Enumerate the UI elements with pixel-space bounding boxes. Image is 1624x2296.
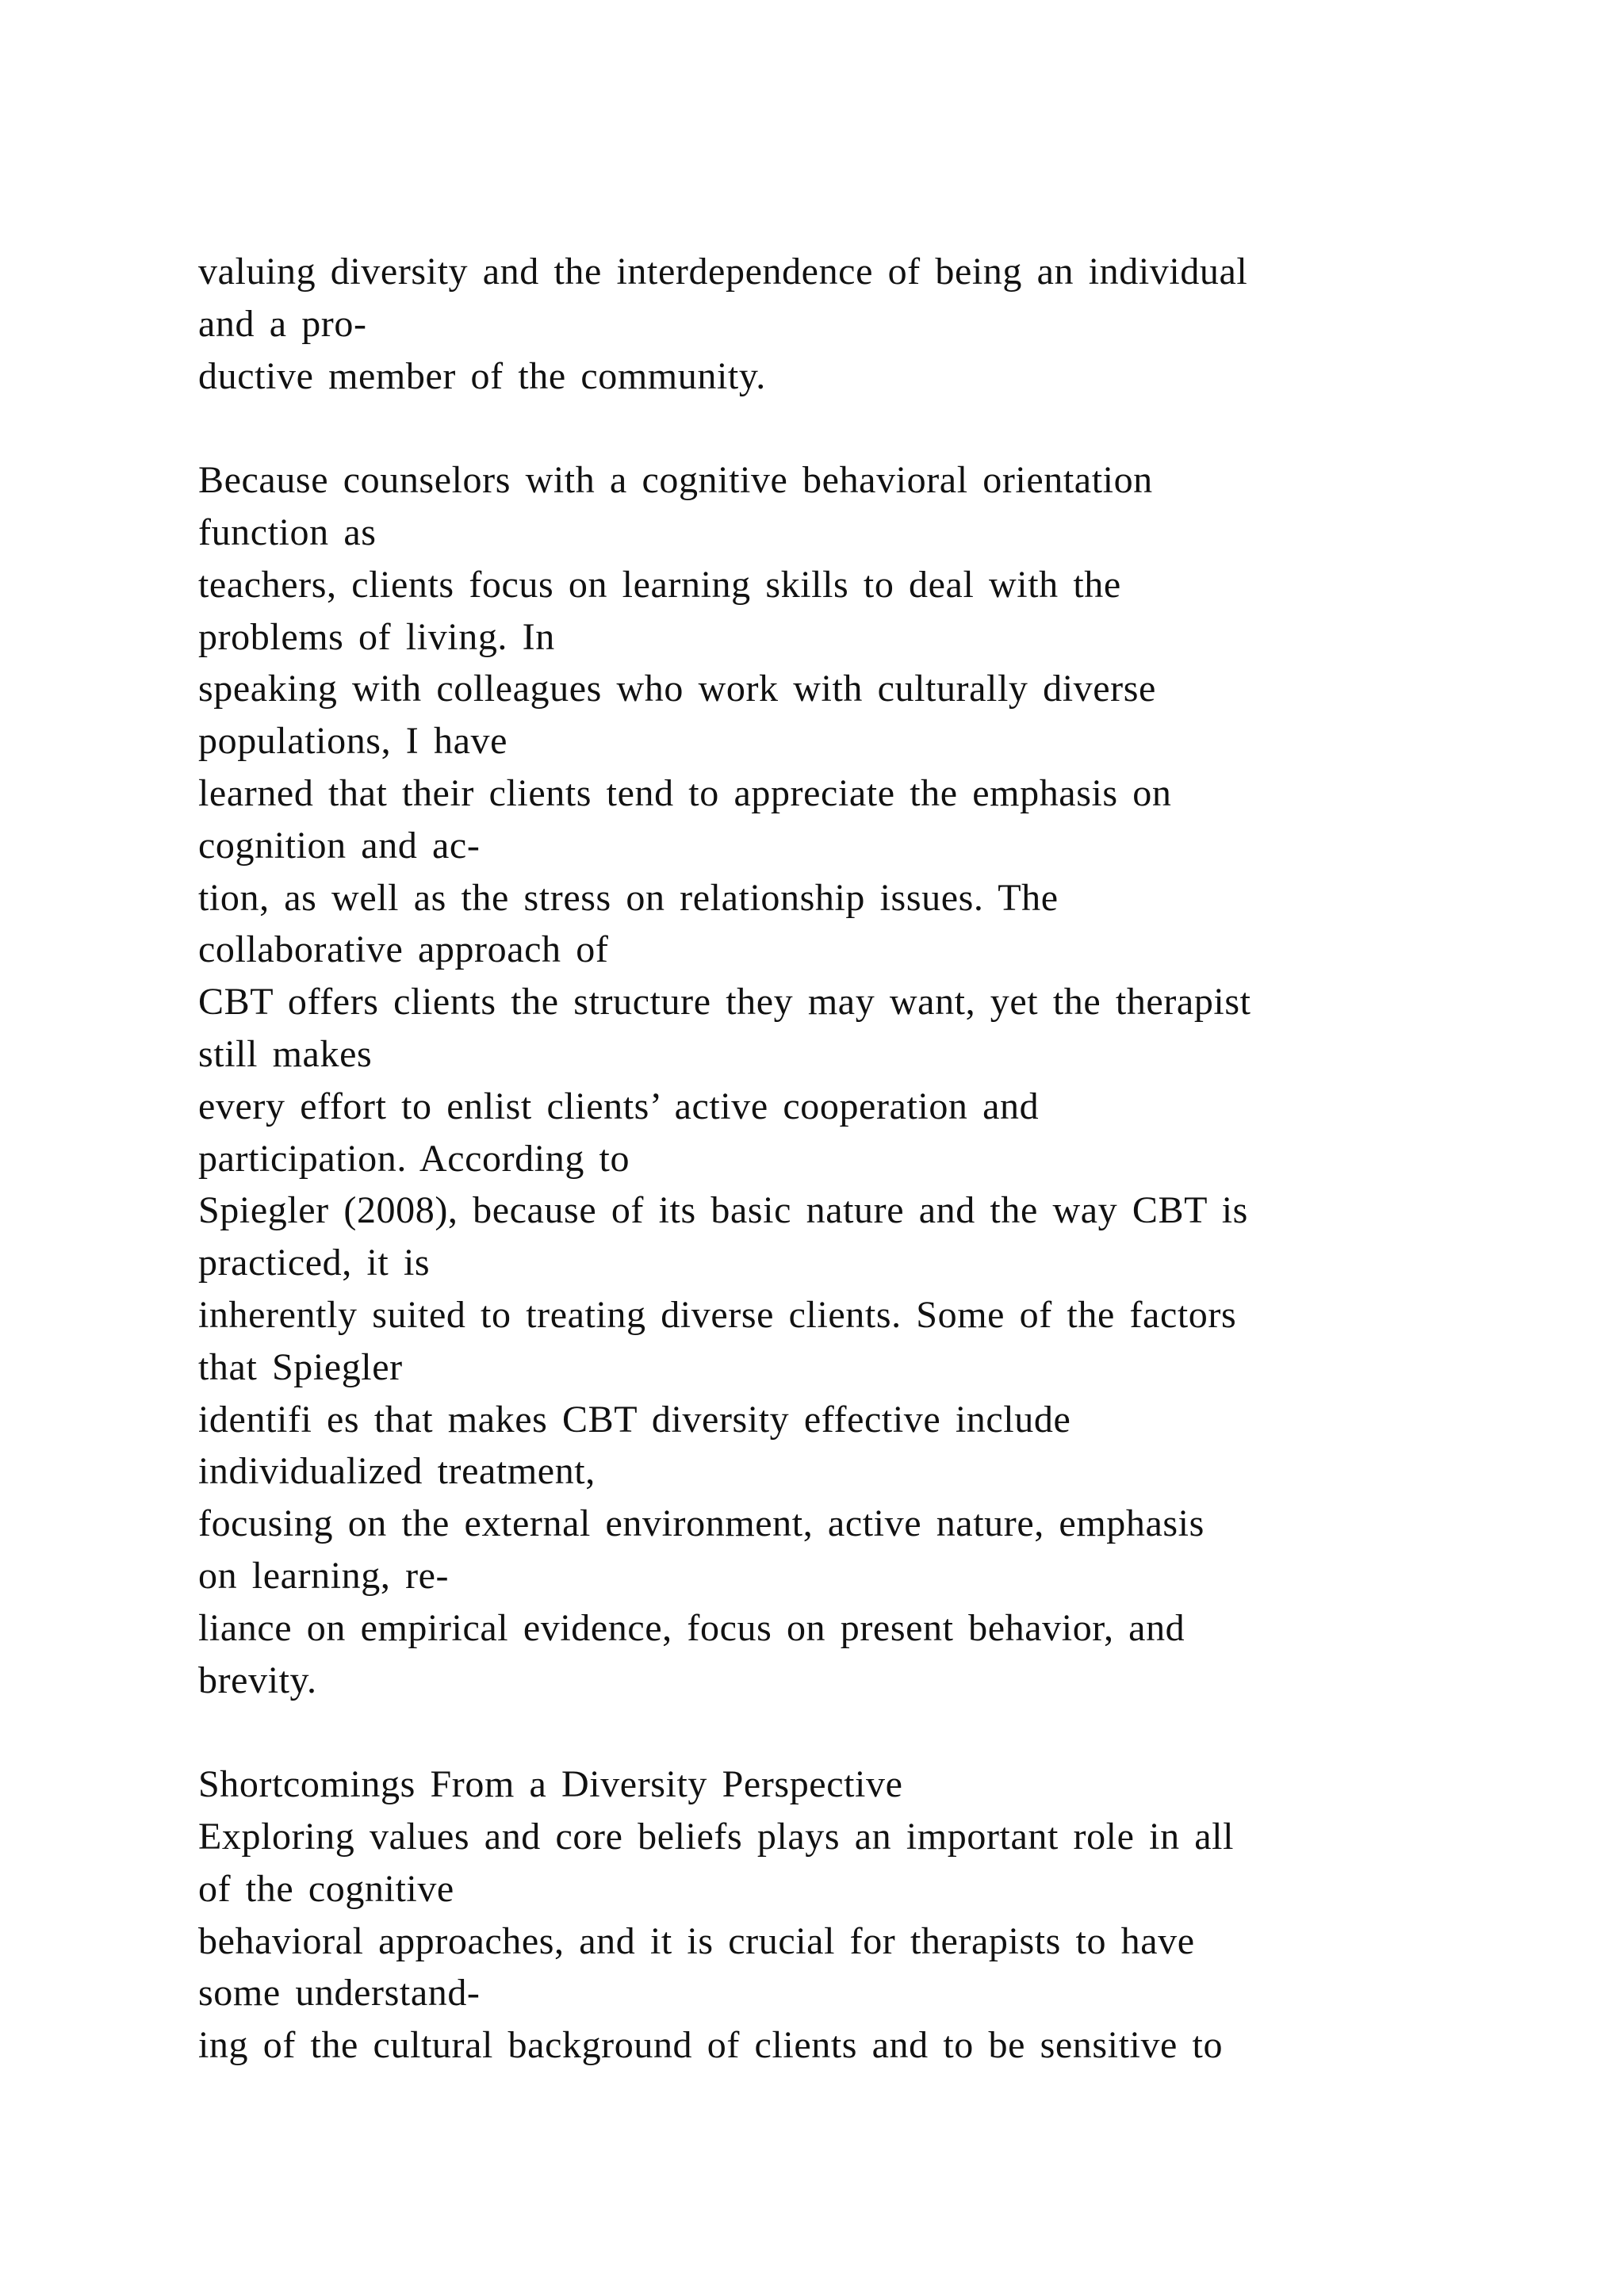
- text-line: individualized treatment,: [198, 1450, 596, 1493]
- text-line: inherently suited to treating diverse clients. Some of the factors: [198, 1293, 1237, 1336]
- text-line: liance on empirical evidence, focus on present behavior, and: [198, 1606, 1185, 1649]
- text-line: behavioral approaches, and it is crucial for therapists to have: [198, 1919, 1195, 1962]
- text-line: problems of living. In: [198, 615, 555, 658]
- text-line: identifi es that makes CBT diversity effective include: [198, 1398, 1071, 1441]
- paragraph-gap: [198, 402, 1499, 454]
- text-line: Spiegler (2008), because of its basic nature and the way CBT is: [198, 1189, 1248, 1232]
- text-line: function as: [198, 511, 377, 553]
- text-line: tion, as well as the stress on relationship issues. The: [198, 876, 1059, 919]
- body-text: [198, 246, 1499, 2072]
- text-line: learned that their clients tend to appreciate the emphasis on: [198, 771, 1172, 814]
- text-line: on learning, re-: [198, 1554, 450, 1597]
- text-line: populations, I have: [198, 720, 508, 763]
- paragraph-gap: [198, 1706, 1499, 1758]
- text-line: Because counselors with a cognitive behavioral orientation: [198, 459, 1153, 502]
- text-line: focusing on the external environment, active nature, emphasis: [198, 1502, 1205, 1545]
- text-line: and a pro-: [198, 302, 367, 345]
- text-line: some understand-: [198, 1972, 481, 2015]
- text-line: ing of the cultural background of clients and to be sensitive to: [198, 2024, 1224, 2067]
- text-line: brevity.: [198, 1659, 317, 1701]
- text-line: collaborative approach of: [198, 928, 609, 971]
- text-line: that Spiegler: [198, 1345, 403, 1388]
- text-line: speaking with colleagues who work with culturally diverse: [198, 668, 1156, 710]
- text-line: of the cognitive: [198, 1867, 454, 1910]
- text-line: teachers, clients focus on learning skills to deal with the: [198, 563, 1121, 606]
- text-line: participation. According to: [198, 1137, 630, 1180]
- section-heading: Shortcomings From a Diversity Perspective: [198, 1763, 903, 1806]
- text-line: practiced, it is: [198, 1242, 431, 1284]
- text-line: valuing diversity and the interdependence of being an individual: [198, 251, 1248, 293]
- text-line: cognition and ac-: [198, 824, 481, 867]
- text-line: ductive member of the community.: [198, 354, 766, 397]
- text-line: still makes: [198, 1032, 373, 1075]
- text-line: every effort to enlist clients’ active cooperation and: [198, 1085, 1040, 1127]
- text-line: Exploring values and core beliefs plays an important role in all: [198, 1815, 1235, 1858]
- text-line: CBT offers clients the structure they may want, yet the therapist: [198, 981, 1251, 1024]
